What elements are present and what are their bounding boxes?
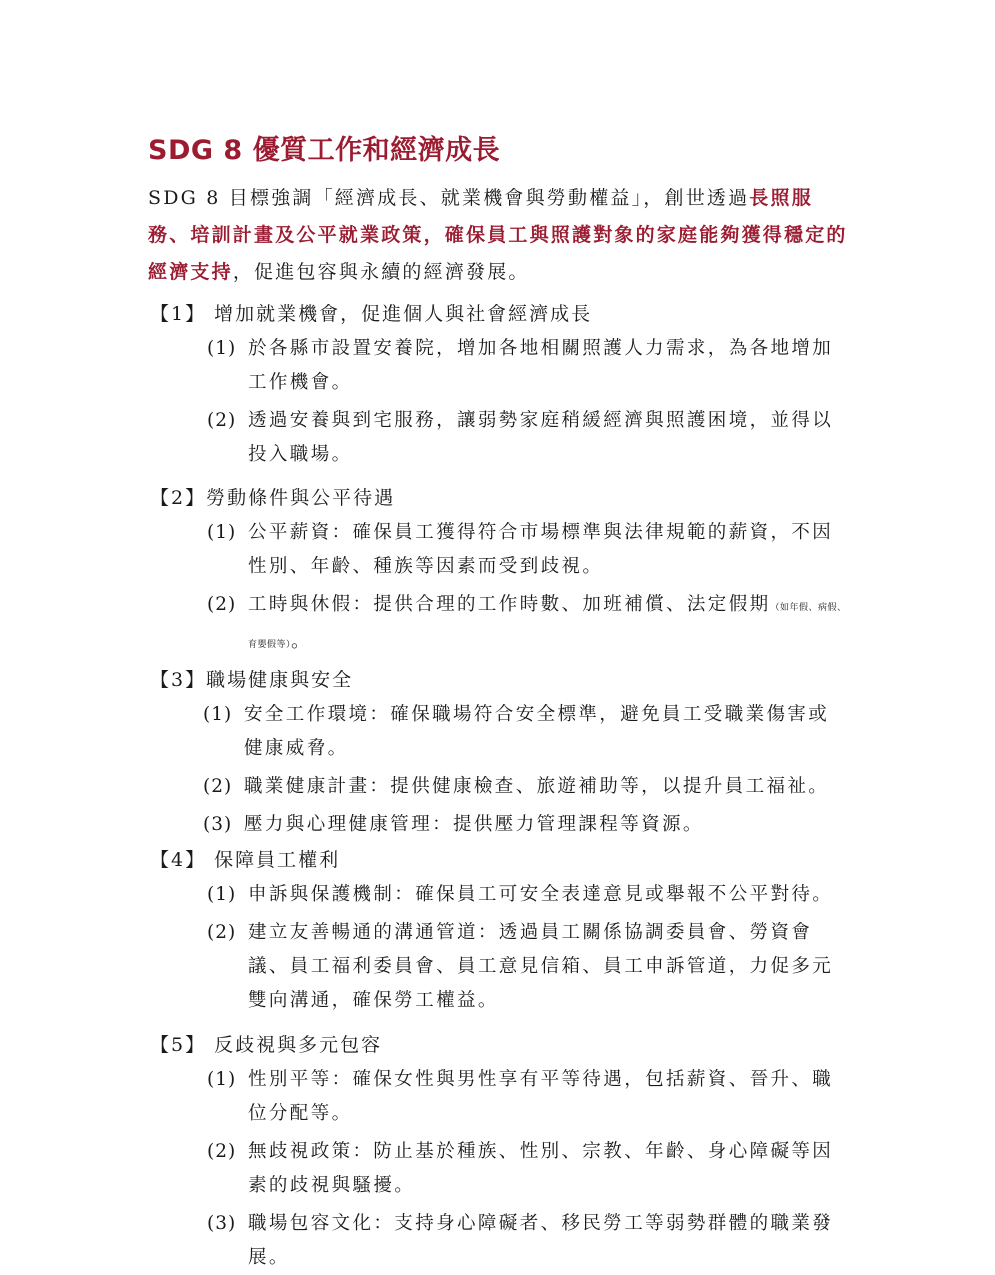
- list-item: [207, 878, 850, 912]
- section-title: 【4】 保障員工權利: [150, 849, 341, 871]
- item-text: 職業健康計畫：提供健康檢查、旅遊補助等，以提升員工福祉。: [244, 776, 830, 797]
- item-number: (3): [207, 1213, 237, 1234]
- section-4: [150, 846, 850, 1018]
- list-item: [207, 588, 850, 662]
- list-item: [207, 1063, 850, 1131]
- section-title: 【3】職場健康與安全: [150, 669, 354, 691]
- item-number: (3): [203, 814, 233, 835]
- item-text: 於各縣市設置安養院，增加各地相關照護人力需求，為各地增加工作機會。: [248, 338, 834, 393]
- section-2: [150, 484, 850, 662]
- item-number: (2): [207, 410, 237, 431]
- list-item: [203, 808, 850, 842]
- list-item: [203, 770, 850, 804]
- list-item: [207, 916, 850, 1018]
- item-note: （如年假、病假、育嬰假等）: [248, 603, 847, 650]
- item-number: (2): [207, 594, 237, 615]
- item-number: (1): [207, 522, 237, 543]
- item-text: 申訴與保護機制：確保員工可安全表達意見或舉報不公平對待。: [248, 884, 834, 905]
- section-title: 【2】勞動條件與公平待遇: [150, 487, 396, 509]
- item-text: 職場包容文化：支持身心障礙者、移民勞工等弱勢群體的職業發展。: [248, 1213, 834, 1268]
- item-number: (2): [207, 922, 237, 943]
- item-number: (1): [207, 1069, 237, 1090]
- intro-text-1: SDG 8 目標強調「經濟成長、就業機會與勞動權益」，創世透過: [148, 187, 750, 209]
- item-number: (2): [203, 776, 233, 797]
- item-number: (1): [203, 704, 233, 725]
- item-text: 性別平等：確保女性與男性享有平等待遇，包括薪資、晉升、職位分配等。: [248, 1069, 834, 1124]
- item-tail: 。: [291, 631, 312, 652]
- list-item: [207, 332, 850, 400]
- intro-text-2: ，促進包容與永續的經濟發展。: [232, 261, 530, 283]
- intro-highlight: 長照服務、培訓計畫及公平就業政策，確保員工與照護對象的家庭能夠獲得穩定的經濟支持: [148, 187, 848, 283]
- page-title: SDG 8 優質工作和經濟成長: [148, 135, 501, 166]
- section-1: [150, 300, 850, 472]
- section-3: [150, 666, 850, 842]
- item-text: 無歧視政策：防止基於種族、性別、宗教、年齡、身心障礙等因素的歧視與騷擾。: [248, 1141, 834, 1196]
- item-text: 公平薪資：確保員工獲得符合市場標準與法律規範的薪資，不因性別、年齡、種族等因素而受到歧視。: [248, 522, 834, 577]
- section-title: 【1】 增加就業機會，促進個人與社會經濟成長: [150, 303, 593, 325]
- intro-paragraph: [148, 180, 848, 291]
- list-item: [207, 1135, 850, 1203]
- section-5: [150, 1031, 850, 1275]
- item-text: 壓力與心理健康管理：提供壓力管理課程等資源。: [244, 814, 704, 835]
- item-number: (2): [207, 1141, 237, 1162]
- item-text: 安全工作環境：確保職場符合安全標準，避免員工受職業傷害或健康威脅。: [244, 704, 830, 759]
- section-title: 【5】 反歧視與多元包容: [150, 1034, 383, 1056]
- item-text: 建立友善暢通的溝通管道：透過員工關係協調委員會、勞資會議、員工福利委員會、員工意見信箱、員工申訴管道，力促多元雙向溝通，確保勞工權益。: [248, 922, 834, 1011]
- item-text: 透過安養與到宅服務，讓弱勢家庭稍緩經濟與照護困境，並得以投入職場。: [248, 410, 834, 465]
- list-item: [207, 1207, 850, 1275]
- list-item: [203, 698, 850, 766]
- item-number: (1): [207, 884, 237, 905]
- list-item: [207, 516, 850, 584]
- list-item: [207, 404, 850, 472]
- item-number: (1): [207, 338, 237, 359]
- item-text: 工時與休假：提供合理的工作時數、加班補償、法定假期: [248, 594, 771, 615]
